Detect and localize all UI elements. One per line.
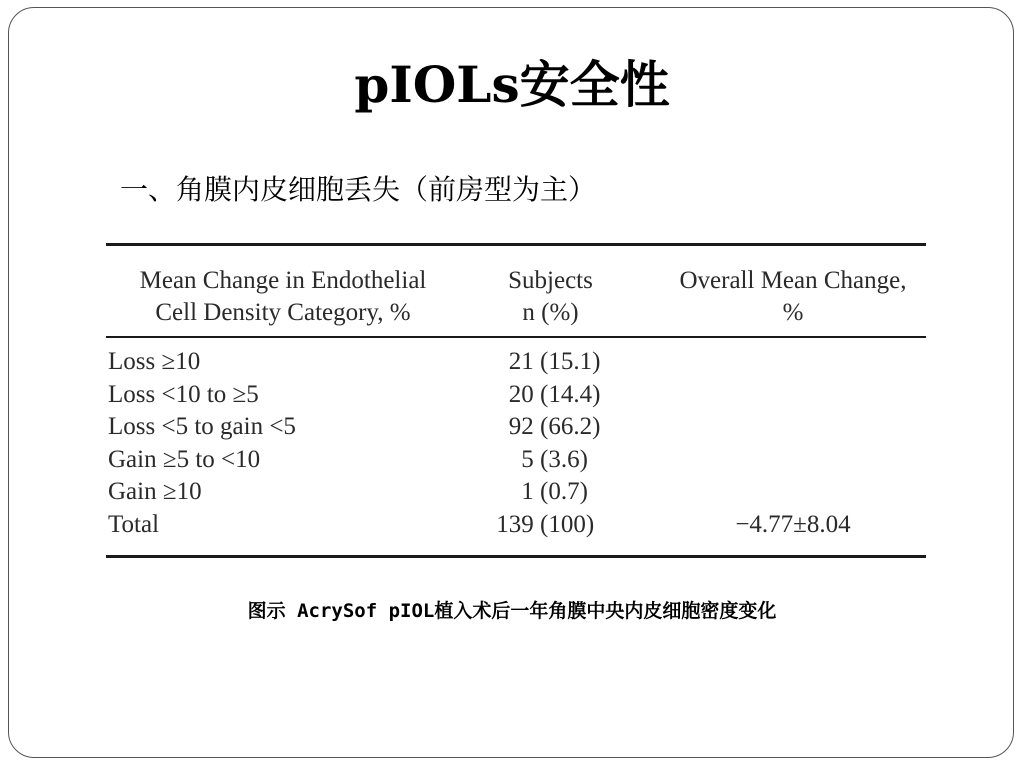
row-subjects — [492, 379, 608, 411]
row-category: Loss ≥10 — [108, 348, 201, 375]
row-category: Loss <10 to ≥5 — [108, 380, 259, 408]
table-row — [106, 379, 926, 412]
header-overall-line-1: Overall Mean Change, — [679, 267, 907, 294]
table-row-total — [106, 509, 926, 542]
row-category: Loss <5 to gain <5 — [108, 413, 296, 440]
row-subjects-pct: (15.1) — [540, 348, 601, 375]
section-subtitle: 一、角膜内皮细胞丢失（前房型为主） — [120, 173, 597, 206]
row-subjects-n: 139 — [496, 510, 534, 538]
row-overall: −4.77±8.04 — [735, 510, 851, 538]
table-body — [106, 346, 926, 541]
header-category-line-2: Cell Density Category, % — [155, 299, 411, 326]
row-category: Gain ≥5 to <10 — [108, 445, 261, 473]
header-subjects — [478, 265, 623, 329]
row-subjects — [492, 476, 608, 508]
header-subjects-line-1: Subjects — [508, 267, 593, 294]
row-subjects-pct: (100) — [540, 510, 595, 538]
row-subjects-pct: (3.6) — [540, 445, 588, 473]
row-subjects-pct: (14.4) — [540, 380, 601, 408]
table-header-rule — [106, 336, 926, 338]
row-subjects-pct: (66.2) — [540, 413, 601, 440]
row-subjects-n: 1 — [521, 478, 534, 505]
table-top-rule — [106, 243, 926, 246]
row-subjects-n: 20 — [508, 380, 534, 408]
row-subjects — [492, 444, 608, 476]
row-subjects-n: 92 — [508, 413, 534, 440]
row-subjects-n: 5 — [521, 445, 534, 473]
table-row — [106, 346, 926, 379]
header-overall-line-2: % — [782, 299, 804, 326]
row-category: Total — [108, 510, 160, 538]
header-subjects-line-2: n (%) — [522, 299, 579, 326]
row-subjects — [492, 411, 608, 443]
row-subjects — [492, 509, 608, 541]
table-row — [106, 444, 926, 477]
figure-caption: 图示 AcrySof pIOL植入术后一年角膜中央内皮细胞密度变化 — [247, 600, 777, 622]
slide-title: pIOLs安全性 — [354, 55, 670, 114]
table-bottom-rule — [106, 555, 926, 558]
table-row — [106, 476, 926, 509]
header-category — [108, 265, 458, 329]
row-subjects — [492, 346, 608, 378]
row-subjects-n: 21 — [508, 348, 534, 375]
header-category-line-1: Mean Change in Endothelial — [139, 267, 427, 294]
table-row — [106, 411, 926, 444]
row-subjects-pct: (0.7) — [540, 478, 588, 505]
row-category: Gain ≥10 — [108, 478, 202, 505]
header-overall-mean — [654, 265, 932, 329]
